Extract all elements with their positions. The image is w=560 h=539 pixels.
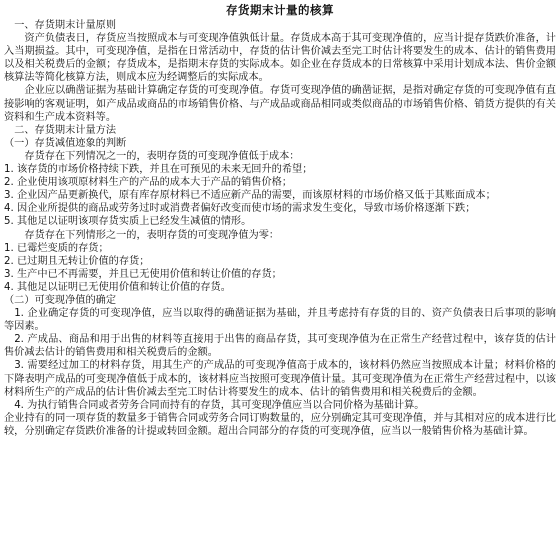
paragraph: 1. 该存货的市场价格持续下跌，并且在可预见的未来无回升的希望； bbox=[4, 164, 313, 176]
paragraph: 企业持有的同一项存货的数量多于销售合同或劳务合同订购数量的，应分别确定其可变现净值，并与其相对应的成本进行比较，分别确定存货跌价准备的计提或转回金额。超出合同部分的存货的可变现净值，应当以一般销售价格为基础计算。 bbox=[4, 412, 556, 437]
paragraph: 2. 企业使用该项原材料生产的产品的成本大于产品的销售价格； bbox=[4, 177, 293, 189]
paragraph: 存货存在下列情况之一的，表明存货的可变现净值低于成本： bbox=[24, 150, 300, 162]
paragraph: 1. 已霉烂变质的存货； bbox=[4, 242, 109, 254]
paragraph: （一）存货减值迹象的判断 bbox=[4, 137, 127, 149]
paragraph: 企业应以确凿证据为基础计算确定存货的可变现净值。存货可变现净值的确凿证据，是指对确定存货的可变现净值有直接影响的客观证明，如产成品或商品的市场销售价格、与产成品或商品相同或类似商品的市场销售价格、销货方提供的有关资料和生产成本资料等。 bbox=[4, 85, 556, 123]
paragraph: 3. 需要经过加工的材料存货，用其生产的产成品的可变现净值高于成本的，该材料仍然应当按照成本计量；材料价格的下降表明产成品的可变现净值低于成本的，该材料应当按照可变现净值计量。其可变现净值为在正常生产经营过程中，以该材料所生产的产成品的估计售价减去至完工时估计将要发生的成本、估计的销售费用和相关税费后的金额。 bbox=[4, 360, 556, 398]
paragraph: 二、存货期末计量方法 bbox=[14, 124, 117, 136]
paragraph: 3. 生产中已不再需要，并且已无使用价值和转让价值的存货； bbox=[4, 268, 282, 280]
paragraph: 3. 企业因产品更新换代，原有库存原材料已不适应新产品的需要，而该原材料的市场价格又低于其账面成本； bbox=[4, 190, 496, 202]
paragraph: 4. 为执行销售合同或者劳务合同而持有的存货，其可变现净值应当以合同价格为基础计算。 bbox=[14, 399, 425, 411]
paragraph: 2. 产成品、商品和用于出售的材料等直接用于出售的商品存货，其可变现净值为在正常生产经营过程中，该存货的估计售价减去估计的销售费用和相关税费后的金额。 bbox=[4, 334, 556, 359]
paragraph: 1. 企业确定存货的可变现净值，应当以取得的确凿证据为基础，并且考虑持有存货的目的、资产负债表日后事项的影响等因素。 bbox=[4, 308, 556, 333]
paragraph: 一、存货期末计量原则 bbox=[14, 20, 117, 31]
document-title: 存货期末计量的核算 bbox=[226, 3, 334, 17]
paragraph: （二）可变现净值的确定 bbox=[4, 294, 117, 306]
paragraph: 5. 其他足以证明该项存货实质上已经发生减值的情形。 bbox=[4, 216, 252, 228]
paragraph: 4. 其他足以证明已无使用价值和转让价值的存货。 bbox=[4, 281, 231, 293]
paragraph: 2. 已过期且无转让价值的存货； bbox=[4, 255, 150, 267]
paragraph: 存货存在下列情形之一的，表明存货的可变现净值为零： bbox=[24, 229, 280, 241]
document-body bbox=[4, 19, 556, 438]
paragraph: 资产负债表日，存货应当按照成本与可变现净值孰低计量。存货成本高于其可变现净值的，应当计提存货跌价准备，计入当期损益。其中，可变现净值，是指在日常活动中，存货的估计售价减去至完工时估计将要发生的成本、估计的销售费用以及相关税费后的金额；存货成本，是指期末存货的实际成本。如企业在存货成本的日常核算中采用计划成本法、售价金额核算法等简化核算方法，则成本应为经调整后的实际成本。 bbox=[4, 33, 556, 84]
paragraph: 4. 因企业所提供的商品或劳务过时或消费者偏好改变而使市场的需求发生变化，导致市场价格逐渐下跌； bbox=[4, 203, 476, 215]
